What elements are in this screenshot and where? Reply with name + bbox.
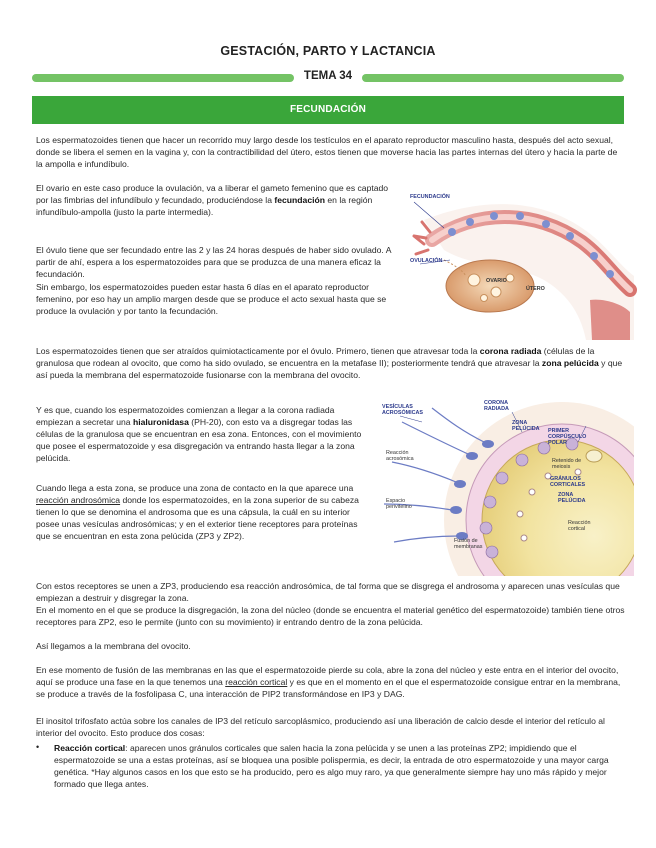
bullet-symbol: • [36, 742, 40, 752]
fig2-label-reaccion-acro: Reacción acrosómica [386, 450, 414, 462]
text-span: Los espermatozoides tienen que ser atraídos quimiotacticamente por el óvulo. Primero, tienen que atravesar toda la [36, 346, 480, 356]
section-banner: FECUNDACIÓN [32, 96, 624, 124]
paragraph-sperm-lifetime: Sin embargo, los espermatozoides pueden estar hasta 6 días en el aparato reproductor femenino, por eso hay un amplio margen desde que se produce el acto sexual hasta que se produce la ovulación y por tanto la fecundación. [36, 282, 387, 316]
figure-reproductive-tract [404, 180, 638, 340]
term-corona-radiada: corona radiada [479, 346, 542, 356]
fig2-label-vesiculas: VESÍCULAS ACROSÓMICAS [382, 404, 424, 416]
document-title: GESTACIÓN, PARTO Y LACTANCIA [220, 44, 436, 58]
term-reaccion-cortical: reacción cortical [225, 677, 288, 687]
text-span: Cuando llega a esta zona, se produce una zona de contacto en la que aparece una [36, 483, 354, 493]
term-reaccion-cortical-bold: Reacción cortical [54, 743, 126, 753]
term-reaccion-androsomica: reacción androsómica [36, 495, 121, 505]
fig2-label-fusion: Fusión de membranas [454, 538, 483, 550]
text-span: Y es que, cuando los espermatozoides comienzan a llegar a la corona radiada empiezan a secretar una [36, 405, 335, 427]
fig2-label-espacio: Espacio perivitelino [386, 498, 412, 510]
text-span: En ese momento de fusión de las membranas en las que el espermatozoide pierde su cola, abre la zona del núcleo y este entra en el interior del ovocito, aquí se produce una fase en la que tenemos una [36, 665, 619, 687]
text-span: (células de la granulosa que rodean al ovocito, que como ha sido ovulado, se encuentra en la metafase II); posteriormente tendrá que atravesar la [36, 346, 595, 368]
paragraph-acrosome [36, 482, 366, 542]
paragraph-timing: El óvulo tiene que ser fecundado entre las 2 y las 24 horas después de haber sido ovulado. A partir de ahí, espera a los espermatozoides para que se produzca de una manera eficaz la fecundación. [36, 245, 391, 279]
fig1-label-ovulacion: OVULACIÓN [410, 258, 443, 264]
paragraph-ip3: El inositol trifosfato actúa sobre los canales de IP3 del retículo sarcoplásmico, produciendo así una liberación de calcio desde el interior del retículo al interior del ovocito. Esto produce dos cosas: [36, 716, 605, 738]
fig2-label-zona1: ZONA PELÚCIDA [512, 420, 540, 432]
term-zona-pelucida: zona pelúcida [541, 358, 599, 368]
paragraph-intro: Los espermatozoides tienen que hacer un recorrido muy largo desde los testículos en el aparato reproductor masculino hasta, después del acto sexual, donde se libera el semen en la vagina y, con la contractibilidad del útero, estos tienen que moverse hacia las partes internas del útero y hacia la parte de la ampolla e infundíbulo. [36, 135, 618, 169]
text-span: : aparecen unos gránulos corticales que salen hacia la zona pelúcida y se unen a las proteínas ZP2; impidiendo que el espermatozoide se una a estas proteínas, así se bloquea una posible polispermia, es decir, la entrada de otro espermatozoide y una mayor carga genética. *Hay algunos casos en los que esto se ha producido, pero es algo muy raro, ya que generalmente siempre hay uno más rápido y mejor formado que llega antes. [54, 743, 609, 789]
paragraph-ovulation [36, 182, 396, 218]
text-span: donde los espermatozoides, en la zona superior de su cabeza tienen lo que se denomina el androsoma que es una cápsula, la cuál en su interior posee unas vesículas androsómicas; y en el exterior tiene receptores para proteínas que se encuentran en esta zona pelúcida (ZP3 y ZP2). [36, 495, 359, 541]
fig2-label-primer: PRIMER CORPÚSCULO POLAR [548, 428, 587, 446]
tema-bar-left [32, 74, 294, 82]
term-fecundacion: fecundación [274, 195, 326, 205]
bullet-text [54, 742, 624, 790]
paragraph-chemotaxis [36, 345, 626, 381]
figure-oocyte [372, 392, 634, 576]
tema-bar-right [362, 74, 624, 82]
fig2-label-granulos: GRÁNULOS CORTICALES [550, 476, 586, 488]
text-span: y es que en el momento en el que el espermatozoide consigue entrar en la membrana, se produce a través de la fosfolipasa C, una interacción de PIP2 transformándose en IP3 y DAG. [36, 677, 621, 699]
text-span: (PH-20), con esto va a disgregar todas las células de la granulosa que se encuentran en esa zona. Entonces, con el movimiento que posee el espermatozoide y esa disgregación va entrando hasta llegar a la zona pelúcida. [36, 417, 362, 463]
text-span: en la región infundíbulo-ampolla (justo la parte intermedia). [36, 195, 373, 217]
paragraph-fusion [36, 664, 626, 700]
fig2-label-retenido: Retenido de meiosis [552, 458, 582, 470]
paragraph-zp3: Con estos receptores se unen a ZP3, produciendo esa reacción androsómica, de tal forma que se disgrega el androsoma y aparecen unas vesículas que empiezan a destruir y disgregar la zona. [36, 581, 620, 603]
fig2-label-reaccion-cort: Reacción cortical [568, 520, 591, 532]
fig2-label-corona: CORONA RADIADA [484, 400, 509, 412]
paragraph-membrane: Así llegamos a la membrana del ovocito. [36, 641, 191, 651]
text-span: y que así pueda la membrana del espermatozoide fusionarse con la membrana del ovocito. [36, 358, 623, 380]
tema-header [32, 70, 624, 86]
fig1-label-fecundacion: FECUNDACIÓN [410, 194, 450, 200]
text-span: El ovario en este caso produce la ovulación, va a liberar el gameto femenino que es captado por las fimbrias del infundíbulo y fecundado, produciéndose la [36, 183, 389, 205]
fig1-label-utero: ÚTERO [526, 286, 545, 292]
paragraph-hialuronidasa [36, 404, 366, 464]
paragraph-zp2: En el momento en el que se produce la disgregación, la zona del núcleo (donde se encuentra el material genético del espermatozoide) también tiene otros receptores para ZP2, eso le permite (junto con su movimiento) ir entrando dentro de la zona pelúcida. [36, 605, 625, 627]
tema-label: TEMA 34 [303, 70, 353, 82]
term-hialuronidasa: hialuronidasa [132, 417, 189, 427]
fig1-label-ovario: OVARIO [486, 278, 507, 284]
fig2-label-zona2: ZONA PELÚCIDA [558, 492, 586, 504]
